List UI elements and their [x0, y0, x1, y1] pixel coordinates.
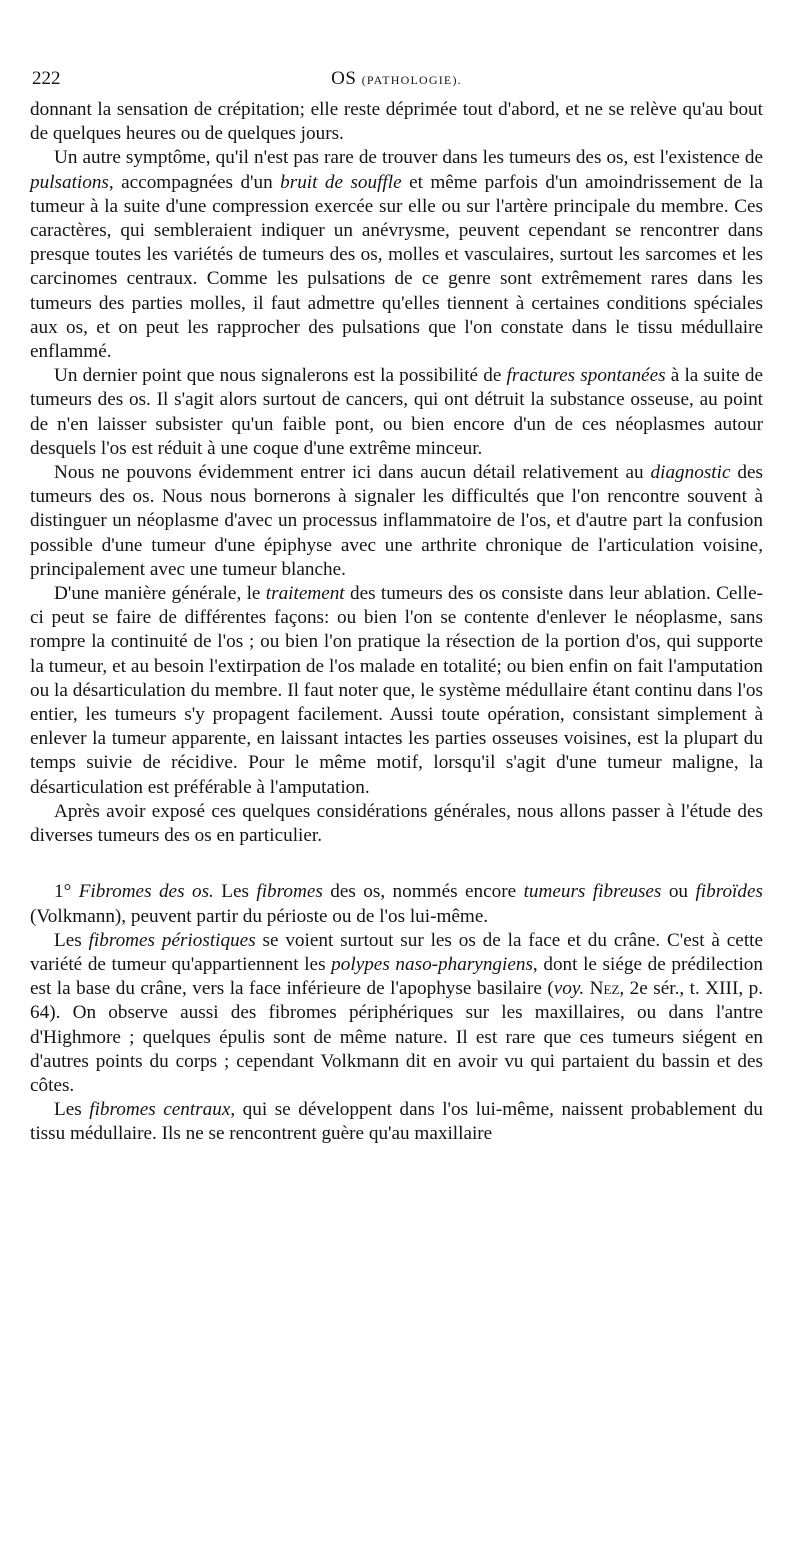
text-run: Un dernier point que nous signalerons est la possibilité de: [54, 365, 507, 387]
italic-run: bruit de souffle: [280, 171, 402, 193]
italic-run: traitement: [265, 583, 345, 605]
paragraph: [30, 146, 763, 364]
book-page: [30, 62, 763, 1147]
paragraph: [30, 98, 763, 146]
text-run: des os, nommés encore: [322, 881, 524, 903]
text-run: Après avoir exposé ces quelques considérations générales, nous allons passer à l'étude des diverses tumeurs des os en particulier.: [30, 800, 763, 847]
text-run: , accompagnées d'un: [108, 171, 281, 193]
italic-run: polypes naso-pharyngiens: [331, 953, 533, 975]
running-title: [30, 68, 763, 90]
small-caps-run: Nez: [589, 978, 620, 1000]
paragraph: [30, 800, 763, 848]
text-run: Les: [213, 881, 257, 903]
italic-run: voy.: [553, 978, 585, 1000]
text-run: , 2e sér., t. XIII, p. 64). On observe aussi des fibromes périphériques sur les maxillaires, ou dans l'antre d'Highmore ; quelques épulis sont de même nature. Il est rare que ces tumeurs siégent en d'autres points du corps ; cependant Volkmann dit en avoir vu qui partaient du bassin et des côtes.: [30, 978, 764, 1096]
italic-run: pulsations: [30, 171, 109, 193]
running-title-sub: (PATHOLOGIE).: [361, 73, 462, 87]
text-run: (Volkmann), peuvent partir du périoste ou de l'os lui-même.: [30, 905, 489, 927]
paragraph: [30, 1098, 763, 1146]
text-run: Nous ne pouvons évidemment entrer ici dans aucun détail relativement au: [54, 462, 651, 484]
text-run: des tumeurs des os consiste dans leur ablation. Celle-ci peut se faire de différentes façons: ou bien l'on se contente d'enlever le néoplasme, sans rompre la continuité de l'os ; ou bien l'on pratique la résection de la portion d'os, qui supporte la tumeur, et au besoin l'extirpation de l'os malade en totalité; ou bien enfin on fait l'amputation ou la désarticulation du membre. Il faut noter que, le système médullaire étant continu dans l'os entier, les tumeurs s'y propagent facilement. Aussi toute opération, consistant simplement à enlever la tumeur apparente, en laissant intactes les parties osseuses voisines, est la plupart du temps suivie de récidive. Pour le même motif, lorsqu'il s'agit d'une tumeur maligne, la désarticulation est préférable à l'amputation.: [30, 583, 763, 798]
paragraph: [30, 582, 763, 800]
text-run: , qui se développent dans l'os lui-même, naissent probablement du tissu médullaire. Ils ne se rencontrent guère qu'au maxillaire: [30, 1099, 763, 1145]
italic-run: fractures spontanées: [506, 365, 666, 387]
italic-run: fibromes: [256, 881, 323, 903]
running-title-main: OS: [331, 68, 357, 89]
text-run: ou: [661, 881, 696, 903]
paragraph: [30, 461, 763, 582]
text-run: des tumeurs des os. Nous nous bornerons à signaler les difficultés que l'on rencontre souvent à distinguer un néoplasme d'avec un processus inflammatoire de l'os, et d'autre part la confusion possible d'une tumeur d'une épiphyse avec une arthrite chronique de l'articulation voisine, principalement avec une tumeur blanche.: [30, 462, 764, 580]
text-run: Les: [54, 929, 89, 951]
italic-run: diagnostic: [650, 462, 731, 484]
text-run: , dont le siége de prédilection est la base du crâne, vers la face inférieure de l'apophyse basilaire (: [30, 953, 763, 1000]
italic-run: fibromes périostiques: [88, 929, 256, 951]
text-run: Un autre symptôme, qu'il n'est pas rare de trouver dans les tumeurs des os, est l'existence de: [54, 147, 763, 169]
text-run: donnant la sensation de crépitation; elle reste déprimée tout d'abord, et ne se relève qu'au bout de quelques heures ou de quelques jours.: [30, 99, 763, 145]
italic-run: Fibromes des os.: [78, 881, 214, 903]
text-run: se voient surtout sur les os de la face et du crâne. C'est à cette variété de tumeur qu'appartiennent les: [30, 929, 763, 975]
page-header: [30, 62, 763, 98]
text-run: Les: [54, 1099, 90, 1121]
text-run: et même parfois d'un amoindrissement de la tumeur à la suite d'une compression exercée sur elle ou sur l'artère principale du membre. Ces caractères, qui sembleraient indiquer un anévrysme, peuvent cependant se rencontrer dans presque toutes les variétés de tumeurs des os, molles et vasculaires, surtout les sarcomes et les carcinomes centraux. Comme les pulsations de ce genre sont extrêmement rares dans les tumeurs des parties molles, il faut admettre qu'elles tiennent à certaines conditions spéciales aux os, et on peut les rapprocher des pulsations que l'on constate dans le tissu médullaire enflammé.: [30, 171, 764, 363]
italic-run: tumeurs fibreuses: [523, 881, 662, 903]
paragraph: [30, 929, 763, 1098]
italic-run: fibroïdes: [695, 881, 763, 903]
text-run: 1°: [54, 881, 79, 903]
page-number: 222: [32, 68, 61, 89]
italic-run: fibromes centraux: [89, 1099, 231, 1121]
body-text: [30, 98, 763, 1147]
paragraph: [30, 364, 763, 461]
text-run: D'une manière générale, le: [54, 583, 266, 605]
text-run: à la suite de tumeurs des os. Il s'agit alors surtout de cancers, qui ont détruit la substance osseuse, au point de n'en laisser subsister qu'un faible pont, ou bien encore d'un de ces néoplasmes autour desquels l'os est réduit à une coque d'une extrême minceur.: [30, 365, 763, 459]
paragraph: [30, 880, 763, 928]
